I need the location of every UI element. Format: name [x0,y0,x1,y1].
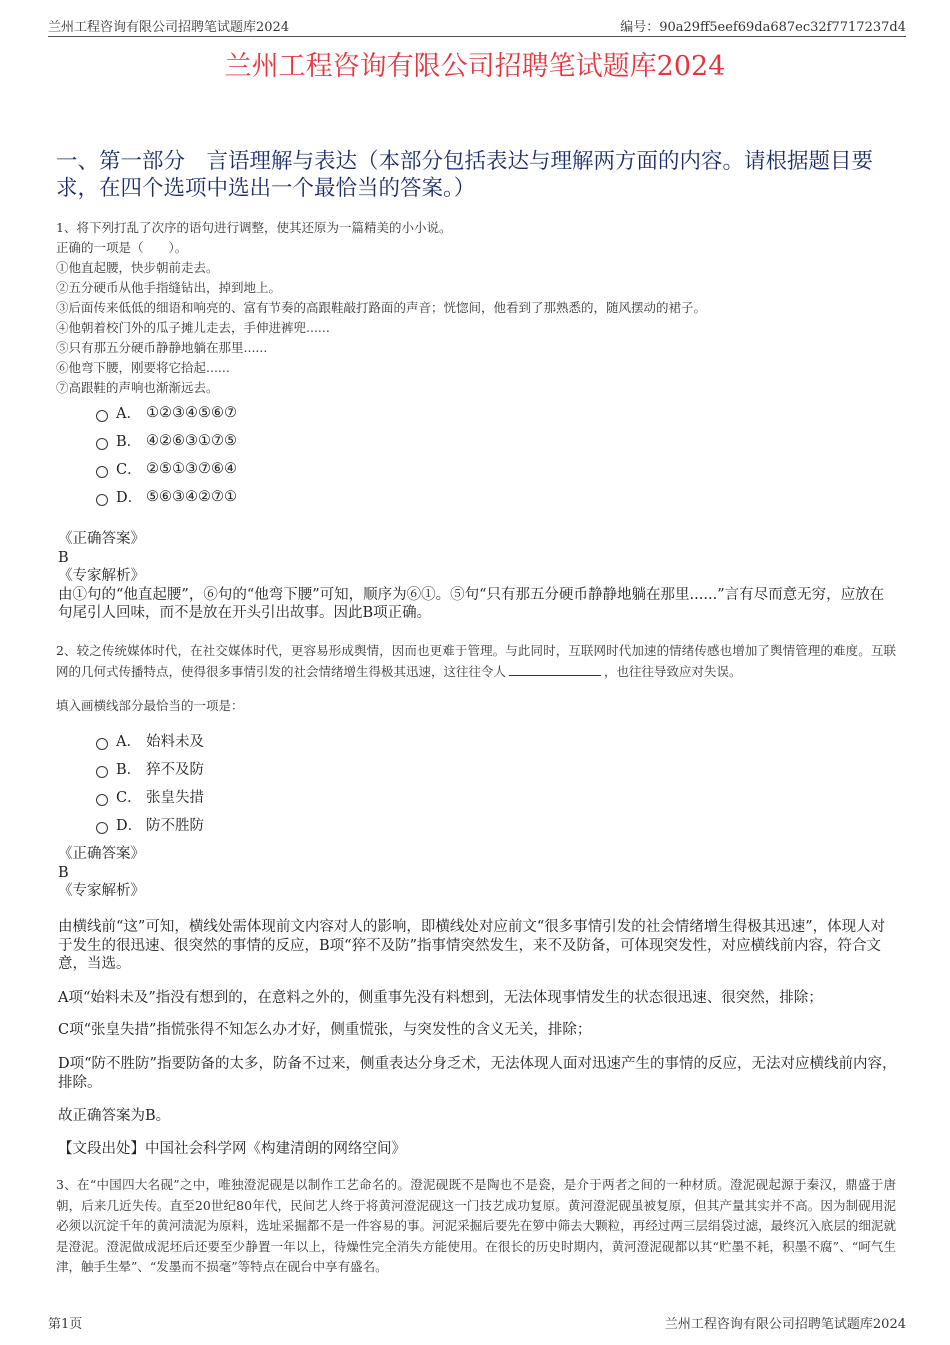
radio-icon[interactable] [96,410,108,422]
question-1-stem [56,218,896,398]
option-label: C． [116,462,142,478]
q2-analysis-paragraph: 故正确答案为B。 [58,1108,171,1124]
q2-option-a[interactable] [96,730,204,751]
footer-doc-name: 兰州工程咨询有限公司招聘笔试题库2024 [664,1317,906,1332]
q2-option-c[interactable] [96,786,204,807]
option-label: B． [116,434,142,450]
header-divider [48,36,906,37]
q2-answer-block [58,845,898,901]
option-text: 防不胜防 [146,818,204,834]
radio-icon[interactable] [96,438,108,450]
radio-icon[interactable] [96,494,108,506]
answer-title: 《正确答案》 [58,531,145,547]
analysis-text: 由①句的“他直起腰”，⑥句的“他弯下腰”可知，顺序为⑥①。⑤句“只有那五分硬币静静地躺在那里......”言有尽而意无穷，应放在句尾引人回味，而不是放在开头引出故事。因此B项正确。 [58,586,885,621]
analysis-title: 《专家解析》 [58,883,145,899]
q2-analysis-paragraph: A项“始料未及”指没有想到的，在意料之外的，侧重事先没有料想到，无法体现事情发生的状态很迅速、很突然，排除； [58,990,823,1006]
option-label: D． [116,818,143,834]
answer-value: B [58,549,69,566]
document-title: 兰州工程咨询有限公司招聘笔试题库2024 [224,51,726,82]
radio-icon[interactable] [96,766,108,778]
q1-option-b[interactable] [96,430,237,451]
q1-line: ③后面传来低低的细语和响亮的、富有节奏的高跟鞋敲打路面的声音；恍惚间，他看到了那熟悉的，随风摆动的裙子。 [56,300,707,315]
q1-option-a[interactable] [96,402,237,423]
question-2-stem [56,641,896,682]
option-text: ②⑤①③⑦⑥④ [146,460,237,477]
footer-page-number: 第1页 [48,1317,83,1332]
header-code-value: 90a29ff5eef69da687ec32f7717237d4 [659,20,906,35]
q2-analysis-paragraph: C项“张皇失措”指慌张得不知怎么办才好，侧重慌张，与突发性的含义无关，排除； [58,1022,592,1038]
analysis-title: 《专家解析》 [58,568,145,584]
question-3-text: 3、在“中国四大名砚”之中，唯独澄泥砚是以制作工艺命名的。澄泥砚既不是陶也不是瓷，是介于两者之间的一种材质。澄泥砚起源于秦汉，鼎盛于唐朝，后来几近失传。直至20世纪80年代，民间艺人终于将黄河澄泥砚这一门技艺成功复原。黄河澄泥砚虽被复原，但其产量其实并不高。因为制砚用泥必须以沉淀千年的黄河渍泥为原料，选址采掘都不是一件容易的事。河泥采掘后要先在箩中筛去大颗粒，再经过两三层绢袋过滤，最终沉入底层的细泥就是澄泥。澄泥做成泥坯后还要至少静置一年以上，待燥性完全消失方能使用。在很长的历史时期内，黄河澄泥砚都以其“贮墨不耗，积墨不腐”、“呵气生津，触手生晕”、“发墨而不损毫”等特点在砚台中享有盛名。 [56,1177,896,1274]
q1-option-d[interactable] [96,486,237,507]
q2-prompt: 填入画横线部分最恰当的一项是： [56,698,244,713]
q2-analysis-paragraph: D项“防不胜防”指要防备的太多，防备不过来，侧重表达分身乏术，无法体现人面对迅速产生的事情的反应，无法对应横线前内容，排除。 [58,1056,897,1091]
q2-option-d[interactable] [96,814,204,835]
q2-source: 【文段出处】中国社会科学网《构建清朗的网络空间》 [58,1141,406,1157]
option-text: 猝不及防 [146,762,204,778]
q1-option-c[interactable] [96,458,237,479]
option-label: D． [116,490,143,506]
answer-title: 《正确答案》 [58,846,145,862]
q1-line: ⑦高跟鞋的声响也渐渐远去。 [56,380,219,395]
q2-option-b[interactable] [96,758,204,779]
q2-stem-after: ，也往往导致应对失误。 [604,663,742,679]
radio-icon[interactable] [96,466,108,478]
option-label: A． [116,406,141,422]
fill-blank-line [509,663,601,676]
header-doc-name: 兰州工程咨询有限公司招聘笔试题库2024 [48,20,290,35]
radio-icon[interactable] [96,794,108,806]
option-text: 始料未及 [146,734,204,750]
q2-stem-before: 2、较之传统媒体时代，在社交媒体时代，更容易形成舆情，因而也更难于管理。与此同时，互联网时代加速的情绪传感也增加了舆情管理的难度。互联网的几何式传播特点，使得很多事情引发的社会情绪增生得极其迅速，这往往令人 [56,643,896,679]
option-label: C． [116,790,142,806]
option-text: 张皇失措 [146,790,204,806]
header-code-label: 编号： [620,20,660,35]
q1-line: ⑥他弯下腰，刚要将它拾起...... [56,360,230,375]
section-heading: 一、第一部分 言语理解与表达（本部分包括表达与理解两方面的内容。请根据题目要求，在四个选项中选出一个最恰当的答案。） [56,149,874,201]
q1-line: ②五分硬币从他手指缝钻出，掉到地上。 [56,280,282,295]
q1-line: 正确的一项是（ ）。 [56,240,188,255]
header-doc-code [620,16,906,35]
q1-line: 1、将下列打乱了次序的语句进行调整，使其还原为一篇精美的小小说。 [56,220,452,235]
option-label: A． [116,734,141,750]
option-label: B． [116,762,142,778]
radio-icon[interactable] [96,822,108,834]
radio-icon[interactable] [96,738,108,750]
q1-answer-block [58,530,898,623]
q1-line: ④他朝着校门外的瓜子摊儿走去，手伸进裤兜...... [56,320,330,335]
option-text: ①②③④⑤⑥⑦ [146,404,237,421]
option-text: ⑤⑥③④②⑦① [146,488,237,505]
q2-analysis-paragraph: 由横线前“这”可知，横线处需体现前文内容对人的影响，即横线处对应前文“很多事情引发的社会情绪增生得极其迅速”，体现人对于发生的很迅速、很突然的事情的反应，B项“猝不及防”指事情突然发生，来不及防备，可体现突发性，对应横线前内容，符合文意，当选。 [58,919,886,972]
q1-line: ①他直起腰，快步朝前走去。 [56,260,219,275]
answer-value: B [58,864,69,881]
q1-line: ⑤只有那五分硬币静静地躺在那里...... [56,340,268,355]
option-text: ④②⑥③①⑦⑤ [146,432,237,449]
